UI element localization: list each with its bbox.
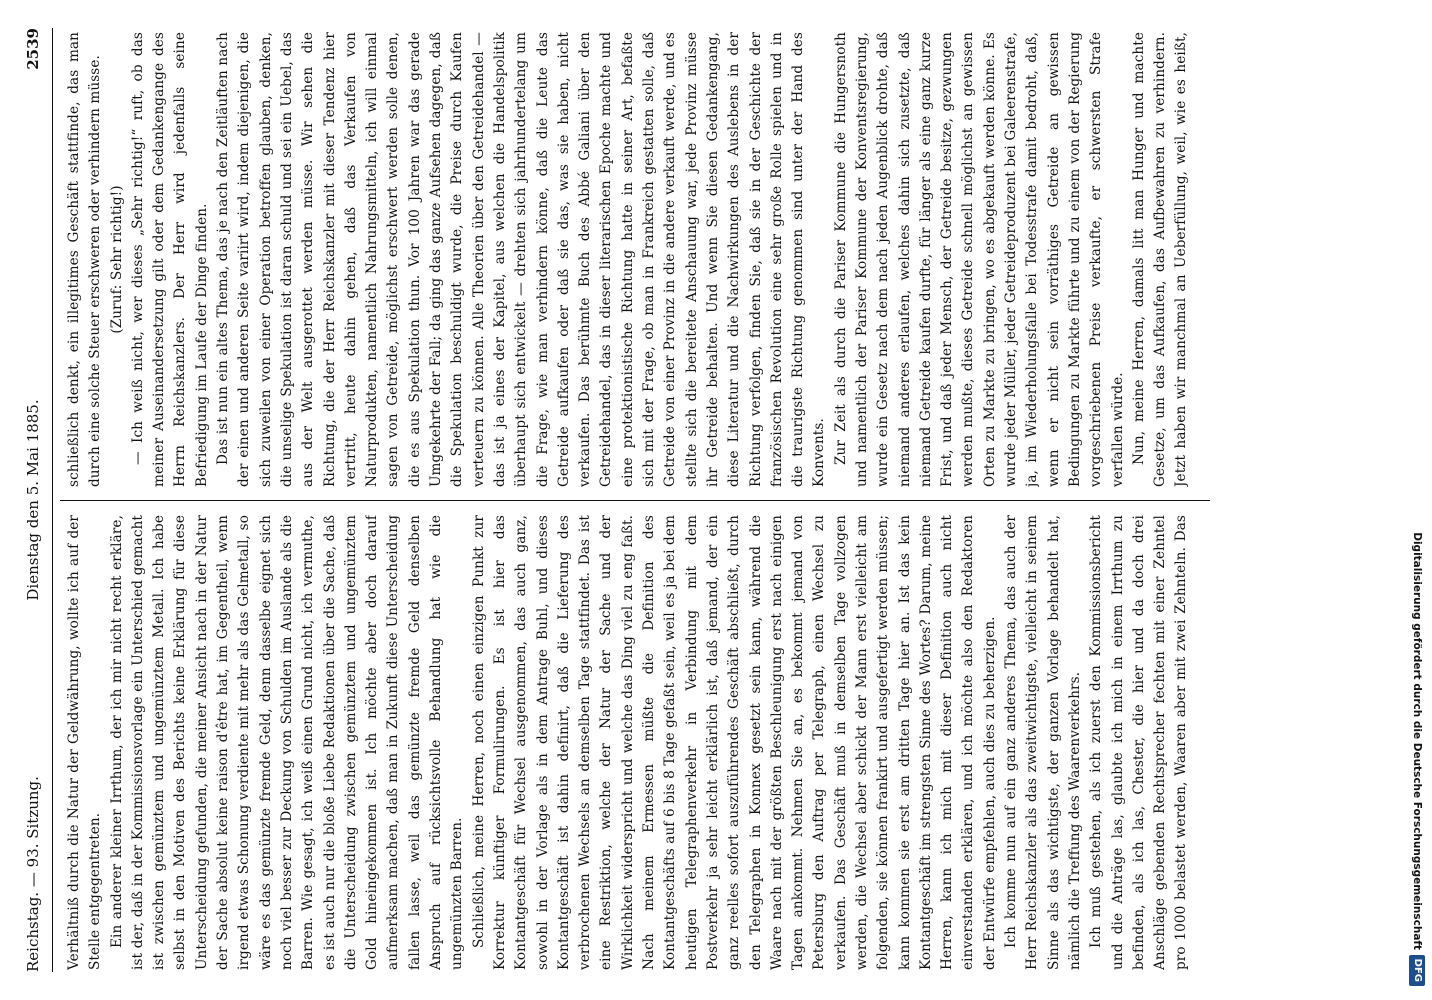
paragraph: (Zuruf: Sehr richtig!): [108, 185, 125, 334]
paragraph: Verhältniß durch die Natur der Geldwährung, wollte ich auf der Stelle entgegentreten.: [66, 515, 104, 970]
paragraph: Ich muß gestehen, als ich zuerst den Kommissionsbericht und die Anträge las, glaubte ich mich in einem Irrthum zu befinden, als ich las, Chester, die hier und da doch drei Anschläge gebenden Rechtsprecher fechten mit einer Zehntel pro 1000 belastet werden, Waaren aber mit zwei Zehnteln. Das: [1088, 515, 1190, 970]
paragraph: Schließlich, meine Herren, noch einen einzigen Punkt zur Korrektur künftiger Formulirungen. Es ist hier das Kontantgeschäft für Wechsel ausgenommen, das auch ganz, sowohl in der Vorlage als in dem Antrage Buhl, und dieses Kontantgeschäft ist dahin definirt, daß die Lieferung des verbrochenen Wechsels an demselben Tage stattfindet. Das ist eine Restriktion, welche der Natur der Sache und der Wirklichkeit widerspricht und welche das Ding viel zu eng faßt. Nach meinem Ermessen müßte die Definition des Kontantgeschäfts auf 6 bis 8 Tage gefaßt sein, weil es ja bei dem heutigen Telegraphenverkehr in Verbindung mit dem Postverkehr ja sehr leicht erklärlich ist, daß jemand, der ein ganz reelles sofort auszuführendes Geschäft abschließt, durch den Telegraphen in Konnex gesetzt sein kann, während die Waare nach mit der größten Beschleunigung erst nach einigen Tagen ankommt. Nehmen Sie an, es bekommt jemand von Petersburg den Auftrag per Telegraph, einen Wechsel zu verkaufen. Das Geschäft muß in demselben Tage vollzogen werden, die Wechsel aber schickt der Mann erst vielleicht am folgenden, sie können frankirt und ausgefertigt werden müssen; kann kommen sie erst am dritten Tage hier an. Ist das kein Kontantgeschäft im strengsten Sinne des Wortes? Darum, meine Herren, kann ich mich mit dieser Definition auch nicht einverstanden erklären, und ich möchte also den Redaktoren der Entwürfe empfehlen, auch dies zu beherzigen.: [470, 515, 998, 970]
paragraph: Ein anderer kleiner Irrthum, der ich mir nicht recht erkläre, ist der, daß in der Kommissionsvorlage ein Unterschied gemacht ist zwischen gemünztem und ungemünztem Metall. Ich habe selbst in den Motiven des Berichts keine Erklärung für diese Unterscheidung gefunden, die meiner Ansicht nach in der Natur der Sache absolut keine raison d'être hat, im Gegentheil, wenn irgend etwas Schonung verdiente mit mehr als das Gelmetall, so wäre es das gemünzte fremde Geld, denn dasselbe eignet sich noch viel besser zur Deckung von Schulden im Auslande als die Barren. Wie gesagt, ich weiß einen Grund nicht, ich vermuthe, es ist auch nur die bloße Liebe Redaktionen über die Sache, daß die Unterscheidung zwischen gemünztem und ungemünztem Gold hineingekommen ist. Ich möchte aber doch darauf aufmerksam machen, daß man in Zukunft diese Unterscheidung fallen lasse, weil das gemünzte fremde Geld denselben Anspruch auf rücksichtsvolle Behandlung hat wie die ungemünzten Barren.: [108, 515, 466, 970]
left-text-column: [64, 515, 1194, 970]
page-number: 2539: [24, 28, 42, 70]
right-text-column: [64, 32, 1194, 487]
paragraph: Ich komme nun auf ein ganz anderes Thema, das auch der Herr Reichskanzler als das zweitwichtigste, vielleicht in seinem Sinne als das wichtigste, der ganzen Vorlage behandelt hat, nämlich die Treffung des Waarenverkehrs.: [1003, 515, 1083, 970]
header-rule: [52, 28, 53, 972]
paragraph: Das ist nun ein altes Thema, das je nach den Zeitläuften nach der einen und anderen Seite variirt wird, indem diejenigen, die sich zuweilen von einer Operation betroffen glauben, denken, die unselige Spekulation ist daran schuld und sei ein Uebel, das aus der Welt ausgerottet werden müsse. Wir sehen die Richtung, die der Herr Reichskanzler mit dieser Tendenz hier vertritt, heute dahin gehen, daß das Verkaufen von Naturprodukten, namentlich Nahrungsmitteln, ich will einmal sagen von Getreide, möglichst erschwert werden solle denen, die es aus Spekulation thun. Vor 100 Jahren war das gerade Umgekehrte der Fall; da ging das ganze Aufsehen dagegen, daß die Spekulation beschuldigt wurde, die Preise durch Kaufen verteuern zu können. Alle Theorien über den Getreidehandel — das ist ja eines der Kapitel, aus welchen die Handelspolitik überhaupt sich entwickelt — drehten sich jahrhundertelang um die Frage, wie man verhindern könne, daß die Leute das Getreide aufkaufen oder daß sie das, was sie haben, nicht verkaufen. Das berühmte Buch des Abbé Galiani über den Getreidehandel, das in dieser literarischen Epoche machte und eine protektionistische Richtung hatte in seiner Art, befaßte sich mit der Frage, ob man in Frankreich gestatten solle, daß Getreide von einer Provinz in die andere verkauft werde, und es stellte sich die bereitete Anschauung war, jede Provinz müsse ihr Getreide behalten. Und wenn Sie diesen Gedankengang, diese Literatur und die Nachwirkungen des Auslebens in der Richtung verfolgen, finden Sie, daß sie in der Geschichte der französischen Revolution eine sehr große Rolle spielen und in die traurigste Richtung genommen sind unter der Hand des Konvents.: [215, 32, 828, 487]
paragraph: Nun, meine Herren, damals litt man Hunger und machte Gesetze, um das Aufkaufen, das Aufbewahren zu verhindern. Jetzt haben wir manchmal an Ueberfüllung, weil, wie es heißt,: [1130, 32, 1190, 487]
column-divider: [60, 500, 1210, 501]
paragraph: Zur Zeit als durch die Pariser Kommune die Hungersnoth und namentlich der Pariser Kommune der Konventsregierung, wurde ein Gesetz nach dem nach jeden Augenblick drohte, daß niemand anderes erlaufen, welches dahin sich zusetzte, daß niemand Getreide kaufen durfte, für länger als eine ganz kurze Frist, und daß jeder Mensch, der Getreide besitze, gezwungen werden mußte, dieses Getreide schnell möglichst an gewissen Orten zu Markte zu bringen, wo es abgekauft werden könne. Es wurde jeder Müller, jeder Getreideproduzent bei Galeerenstrafe, ja, im Wiederholungsfalle bei Todesstrafe damit bedroht, daß, wenn er nicht sein vorräthiges Getreide an gewissen Bedingungen zu Markte führte und zu einem von der Regierung vorgeschriebenen Preise verkaufte, er schwersten Strafe verfallen würde.: [832, 32, 1126, 487]
running-head-date: Dienstag den 5. Mai 1885.: [24, 399, 42, 601]
dfg-logo: DFG: [1409, 955, 1425, 986]
running-head-left: Reichstag. — 93. Sitzung.: [24, 776, 42, 972]
paragraph: schließlich denkt, ein illegitimes Geschäft stattfinde, das man durch eine solche Steuer erschweren oder verhindern müsse.: [66, 32, 104, 487]
digitization-credit: [1408, 14, 1426, 986]
digitization-credit-text: Digitalisierung gefördert durch die Deutsche Forschungsgemeinschaft: [1411, 532, 1423, 950]
running-head: [18, 28, 54, 972]
paragraph: — Ich weiß nicht, wer dieses „Sehr richtig!“ ruft, ob das meiner Auseinandersetzung gilt oder dem Gedankengange des Herrn Reichskanzlers. Der Herr wird jedenfalls seine Befriedigung im Laufe der Dinge finden.: [129, 32, 210, 487]
